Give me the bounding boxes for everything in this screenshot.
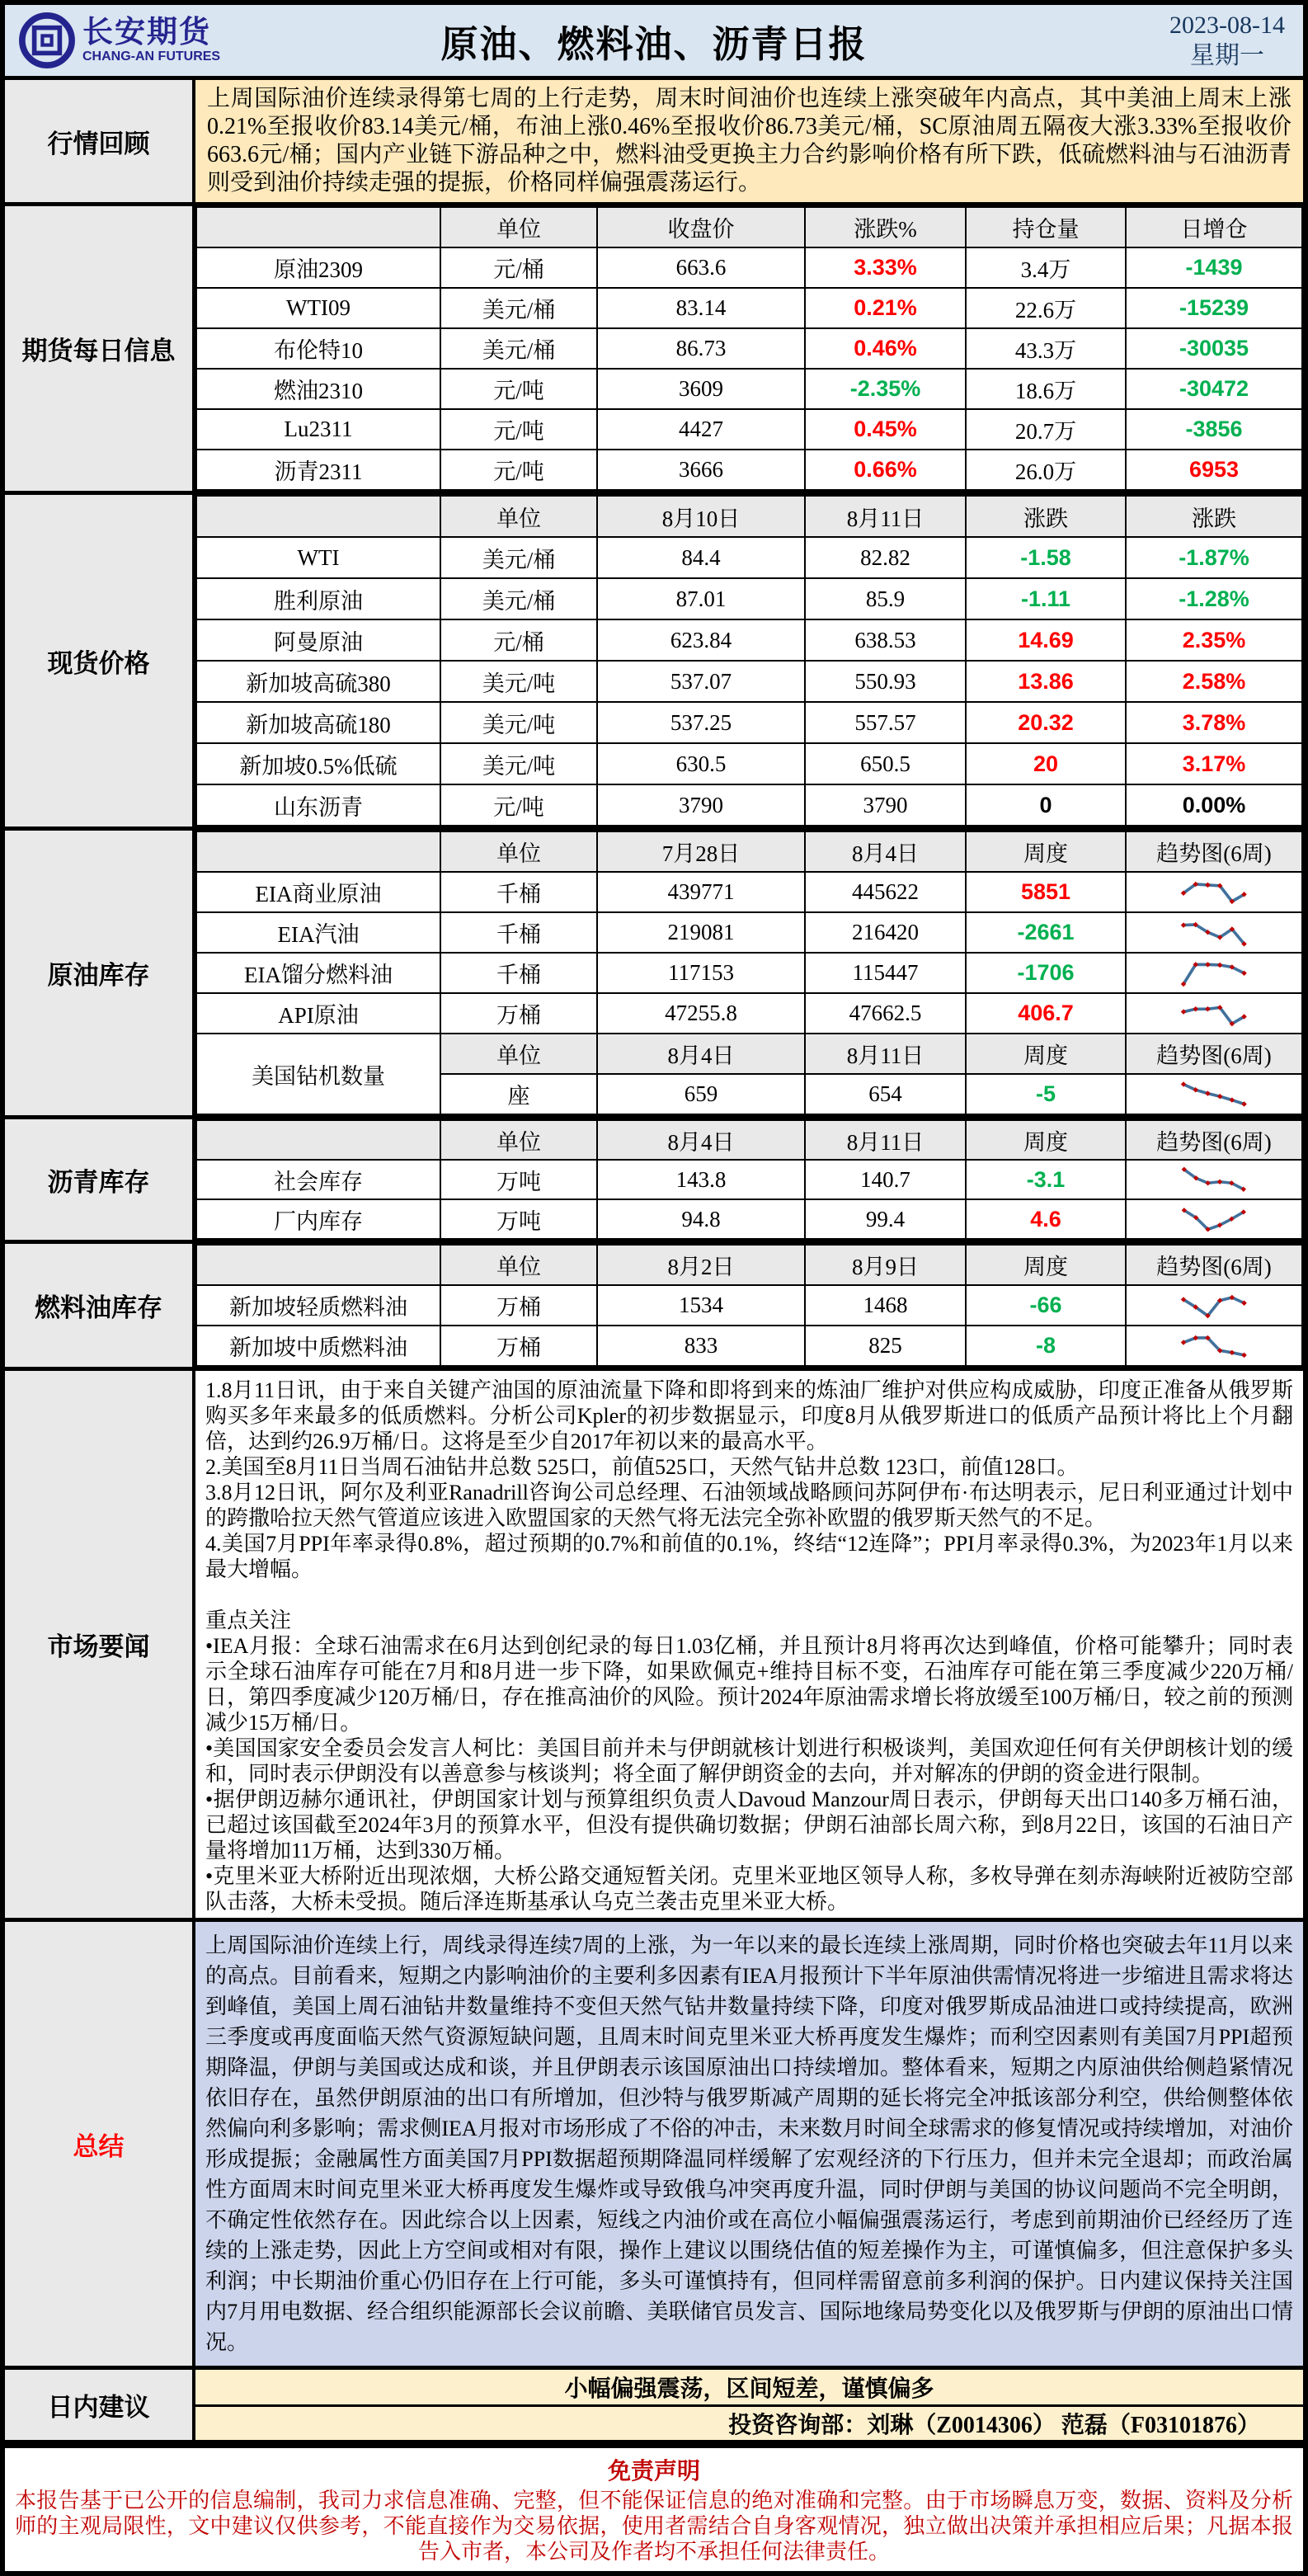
column-header: 涨跌 — [966, 496, 1126, 537]
table-cell: 26.0万 — [966, 450, 1126, 490]
table-row — [196, 1160, 1302, 1199]
table-cell: 万桶 — [440, 1326, 597, 1366]
news-content — [195, 1371, 1303, 1918]
table-cell: -2661 — [966, 912, 1126, 953]
table-cell: 20.32 — [966, 702, 1126, 743]
table-cell: 元/吨 — [440, 409, 597, 450]
news-paragraph: 重点关注 — [205, 1608, 292, 1632]
news-paragraph: 1.8月11日讯，由于来自关键产油国的原油流量下降和即将到来的炼油厂维护对供应构成威胁，印度正准备从俄罗斯购买多年来最多的低质燃料。分析公司Kpler的初步数据显示，印度8月从俄罗斯进口的低质产品预计将比上个月翻倍，达到约26.9万桶/日。这将是至少自2017年初以来的最高水平。 — [205, 1378, 1293, 1453]
table-cell: 833 — [597, 1326, 805, 1366]
table-cell: -1.28% — [1126, 578, 1302, 619]
table-cell: 3790 — [805, 784, 966, 826]
table-cell: -8 — [966, 1326, 1126, 1366]
table-cell — [1126, 953, 1302, 993]
table-cell: 元/吨 — [440, 369, 597, 409]
section-label-news: 市场要闻 — [5, 1371, 195, 1918]
data-table — [195, 831, 1303, 1115]
table-cell — [1126, 872, 1302, 912]
table-cell: 83.14 — [597, 288, 805, 328]
table-cell: 8月4日 — [597, 1034, 805, 1074]
column-header: 8月4日 — [805, 831, 966, 872]
table-row — [196, 1285, 1302, 1326]
table-row — [196, 872, 1302, 912]
table-cell: 216420 — [805, 912, 966, 953]
table-cell: -30472 — [1126, 369, 1302, 409]
table-cell: 0.00% — [1126, 784, 1302, 826]
column-header: 单位 — [440, 831, 597, 872]
table-cell: API原油 — [196, 993, 440, 1034]
table-cell: 1468 — [805, 1285, 966, 1326]
table-cell: 厂内库存 — [196, 1199, 440, 1239]
news-paragraph: 4.美国7月PPI年率录得0.8%，超过预期的0.7%和前值的0.1%，终结“12连降”；PPI月率录得0.3%，为2023年1月以来最大增幅。 — [205, 1532, 1293, 1581]
table-cell: 千桶 — [440, 912, 597, 953]
table-cell: 0.46% — [805, 328, 966, 369]
table-cell: EIA商业原油 — [196, 872, 440, 912]
table-row — [196, 953, 1302, 993]
table-cell: 新加坡高硫180 — [196, 702, 440, 743]
table-cell: 22.6万 — [966, 288, 1126, 328]
table-cell: 单位 — [440, 1034, 597, 1074]
table-cell: 新加坡轻质燃料油 — [196, 1285, 440, 1326]
table-cell — [1126, 1326, 1302, 1366]
table-row — [196, 702, 1302, 743]
table-cell: 18.6万 — [966, 369, 1126, 409]
table-cell: -1706 — [966, 953, 1126, 993]
table-cell: -1.58 — [966, 537, 1126, 578]
table-cell: 元/桶 — [440, 619, 597, 661]
section-market-news — [5, 1371, 1303, 1922]
news-paragraph: •美国国家安全委员会发言人柯比：美国目前并未与伊朗就核计划进行积极谈判，美国欢迎任何有关伊朗核计划的缓和，同时表示伊朗没有以善意参与核谈判；将全面了解伊朗资金的去向，并对解冻的伊朗的资金进行限制。 — [205, 1736, 1293, 1786]
table-cell: 万吨 — [440, 1199, 597, 1239]
table-cell: 美元/桶 — [440, 537, 597, 578]
table-cell: -15239 — [1126, 288, 1302, 328]
advice-content — [195, 2370, 1303, 2440]
table-cell: 630.5 — [597, 743, 805, 784]
table-cell: 美元/桶 — [440, 328, 597, 369]
section-futures-daily — [5, 206, 1303, 495]
table-cell: 8月11日 — [805, 1034, 966, 1074]
table-cell: 原油2309 — [196, 247, 440, 288]
table-row — [196, 1034, 1302, 1074]
table-cell: 0.21% — [805, 288, 966, 328]
table-row — [196, 578, 1302, 619]
table-cell: 元/桶 — [440, 247, 597, 288]
column-header: 收盘价 — [597, 207, 805, 247]
review-content — [195, 80, 1303, 202]
table-cell: 美元/桶 — [440, 288, 597, 328]
data-table — [195, 206, 1303, 491]
trend-sparkline-chart — [1138, 875, 1290, 908]
table-cell: -1.11 — [966, 578, 1126, 619]
column-header: 8月10日 — [597, 496, 805, 537]
sparkline-marker — [1181, 923, 1186, 928]
table-cell: -3856 — [1126, 409, 1302, 450]
column-header: 8月2日 — [597, 1245, 805, 1285]
advice-line: 小幅偏强震荡，区间短差，谨慎偏多 — [195, 2370, 1303, 2407]
column-header: 涨跌% — [805, 207, 966, 247]
table-cell: 燃油2310 — [196, 369, 440, 409]
table-cell: 82.82 — [805, 537, 966, 578]
table-cell: 社会库存 — [196, 1160, 440, 1199]
table-cell: 623.84 — [597, 619, 805, 661]
table-cell: 14.69 — [966, 619, 1126, 661]
table-cell: 219081 — [597, 912, 805, 953]
trend-sparkline-chart — [1138, 996, 1290, 1029]
table-cell: 654 — [805, 1074, 966, 1114]
table-cell: 47255.8 — [597, 993, 805, 1034]
crude-inv-table-wrap — [195, 831, 1303, 1115]
summary-content — [195, 1922, 1303, 2366]
column-header: 周度 — [966, 1120, 1126, 1160]
column-header: 8月9日 — [805, 1245, 966, 1285]
table-row — [196, 1326, 1302, 1366]
data-table — [195, 495, 1303, 826]
section-label-review: 行情回顾 — [5, 80, 195, 202]
table-cell: 0.66% — [805, 450, 966, 490]
table-cell: EIA汽油 — [196, 912, 440, 953]
column-header: 7月28日 — [597, 831, 805, 872]
data-table — [195, 1119, 1303, 1240]
logo-text — [82, 17, 220, 64]
table-header-row — [196, 207, 1302, 247]
table-row — [196, 247, 1302, 288]
table-cell: 99.4 — [805, 1199, 966, 1239]
table-cell: 650.5 — [805, 743, 966, 784]
table-row — [196, 450, 1302, 490]
table-cell: -1.87% — [1126, 537, 1302, 578]
column-header: 趋势图(6周) — [1126, 831, 1302, 872]
table-cell: 537.07 — [597, 661, 805, 702]
table-cell: 825 — [805, 1326, 966, 1366]
section-label-futures: 期货每日信息 — [5, 206, 195, 491]
table-cell: 439771 — [597, 872, 805, 912]
table-cell — [1126, 912, 1302, 953]
table-cell: 43.3万 — [966, 328, 1126, 369]
table-cell: -30035 — [1126, 328, 1302, 369]
table-cell: 趋势图(6周) — [1126, 1034, 1302, 1074]
column-header: 8月11日 — [805, 1120, 966, 1160]
table-cell: 新加坡0.5%低硫 — [196, 743, 440, 784]
table-cell: WTI09 — [196, 288, 440, 328]
table-cell: 美元/吨 — [440, 743, 597, 784]
column-header — [196, 496, 440, 537]
data-table — [195, 1244, 1303, 1367]
table-cell: 2.35% — [1126, 619, 1302, 661]
table-header-row — [196, 831, 1302, 872]
table-row — [196, 743, 1302, 784]
changan-futures-logo-icon — [18, 12, 76, 69]
section-label-fuel-inv: 燃料油库存 — [5, 1244, 195, 1367]
table-cell: 万桶 — [440, 1285, 597, 1326]
weekday-value: 星期一 — [1190, 42, 1264, 69]
column-header: 8月11日 — [805, 496, 966, 537]
table-cell: 3.4万 — [966, 247, 1126, 288]
table-row — [196, 1199, 1302, 1239]
section-summary — [5, 1922, 1303, 2370]
table-cell: 140.7 — [805, 1160, 966, 1199]
table-cell: 87.01 — [597, 578, 805, 619]
table-cell: 94.8 — [597, 1199, 805, 1239]
table-cell: 638.53 — [805, 619, 966, 661]
report-header — [5, 5, 1303, 80]
table-header-row — [196, 1245, 1302, 1285]
sparkline-marker — [1205, 962, 1210, 967]
table-row — [196, 409, 1302, 450]
table-cell: 新加坡中质燃料油 — [196, 1326, 440, 1366]
column-header: 单位 — [440, 207, 597, 247]
table-cell: 美元/桶 — [440, 578, 597, 619]
section-label-crude-inv: 原油库存 — [5, 831, 195, 1115]
section-spot-price — [5, 495, 1303, 831]
futures-table-wrap — [195, 206, 1303, 491]
table-cell: 143.8 — [597, 1160, 805, 1199]
table-cell: 4.6 — [966, 1199, 1126, 1239]
trend-sparkline-chart — [1138, 1163, 1290, 1196]
column-header: 8月4日 — [597, 1120, 805, 1160]
table-cell — [1126, 1160, 1302, 1199]
table-cell: -5 — [966, 1074, 1126, 1114]
table-cell: 山东沥青 — [196, 784, 440, 826]
review-paragraph: 上周国际油价连续录得第七周的上行走势，周末时间油价也连续上涨突破年内高点，其中美油上周末上涨0.21%至报收价83.14美元/桶，布油上涨0.46%至报收价86.73美元/桶，SC原油周五隔夜大涨3.33%至报收价663.6元/桶；国内产业链下游品种之中，燃料油受更换主力合约影响价格有所下跌，低硫燃料油与石油沥青则受到油价持续走强的提振，价格同样偏强震荡运行。 — [207, 86, 1292, 195]
logo-name-en: CHANG-AN FUTURES — [82, 49, 221, 64]
table-row — [196, 619, 1302, 661]
table-cell: 85.9 — [805, 578, 966, 619]
table-cell — [1126, 1074, 1302, 1114]
table-cell: 千桶 — [440, 872, 597, 912]
table-cell: 千桶 — [440, 953, 597, 993]
table-cell: 美元/吨 — [440, 661, 597, 702]
table-cell: 美元/吨 — [440, 702, 597, 743]
section-bitumen-inventory — [5, 1119, 1303, 1244]
table-cell: -2.35% — [805, 369, 966, 409]
disclaimer — [5, 2444, 1303, 2571]
table-cell: 47662.5 — [805, 993, 966, 1034]
trend-sparkline-chart — [1138, 956, 1290, 989]
table-cell: 3.17% — [1126, 743, 1302, 784]
column-header — [196, 831, 440, 872]
column-header: 日增仓 — [1126, 207, 1302, 247]
trend-sparkline-chart — [1138, 1077, 1290, 1110]
section-advice — [5, 2370, 1303, 2444]
page-title: 原油、燃料油、沥青日报 — [440, 22, 868, 65]
table-cell: 445622 — [805, 872, 966, 912]
blank-line — [205, 1582, 1293, 1608]
table-cell: -66 — [966, 1285, 1126, 1326]
table-cell: 659 — [597, 1074, 805, 1114]
news-paragraph: •据伊朗迈赫尔通讯社，伊朗国家计划与预算组织负责人Davoud Manzour周日表示，伊朗每天出口140多万桶石油，已超过该国截至2024年3月的预算水平，但没有提供确切数据；伊朗石油部长周六称，到8月22日，该国的石油日产量将增加11万桶，达到330万桶。 — [205, 1787, 1293, 1863]
report-date — [1169, 10, 1303, 71]
sparkline-marker — [1205, 1006, 1210, 1011]
table-cell: 663.6 — [597, 247, 805, 288]
table-row — [196, 993, 1302, 1034]
table-cell: 元/吨 — [440, 450, 597, 490]
table-cell: 美国钻机数量 — [196, 1034, 440, 1114]
table-row — [196, 784, 1302, 826]
date-value: 2023-08-14 — [1169, 12, 1285, 39]
table-cell: 3609 — [597, 369, 805, 409]
table-cell: Lu2311 — [196, 409, 440, 450]
trend-sparkline-chart — [1138, 1288, 1290, 1321]
section-label-spot: 现货价格 — [5, 495, 195, 826]
table-cell: 4427 — [597, 409, 805, 450]
table-cell: 117153 — [597, 953, 805, 993]
table-row — [196, 912, 1302, 953]
column-header: 单位 — [440, 1245, 597, 1285]
sparkline-marker — [1217, 963, 1222, 968]
table-cell: 0.45% — [805, 409, 966, 450]
column-header: 持仓量 — [966, 207, 1126, 247]
disclaimer-title: 免责声明 — [607, 2459, 700, 2484]
disclaimer-text: 本报告基于已公开的信息编制，我司力求信息准确、完整，但不能保证信息的绝对准确和完整。由于市场瞬息万变，数据、资料及分析师的主观局限性，文中建议仅供参考，不能直接作为交易依据，使用者需结合自身客观情况，独立做出决策并承担相应后果；凡据本报告入市者，本公司及作者均不承担任何法律责任。 — [15, 2489, 1293, 2564]
column-header: 涨跌 — [1126, 496, 1302, 537]
table-cell: 406.7 — [966, 993, 1126, 1034]
column-header — [196, 1120, 440, 1160]
table-cell: 万吨 — [440, 1160, 597, 1199]
advisory-team-line: 投资咨询部：刘琳（Z0014306） 范磊（F03101876） — [195, 2407, 1303, 2440]
section-crude-inventory — [5, 831, 1303, 1119]
table-cell: 115447 — [805, 953, 966, 993]
table-cell: 537.25 — [597, 702, 805, 743]
table-cell: 5851 — [966, 872, 1126, 912]
column-header: 趋势图(6周) — [1126, 1120, 1302, 1160]
table-cell: 3.33% — [805, 247, 966, 288]
news-paragraph: 2.美国至8月11日当周石油钻井总数 525口，前值525口，天然气钻井总数 123口，前值128口。 — [205, 1455, 1079, 1479]
table-cell — [1126, 993, 1302, 1034]
table-cell: 557.57 — [805, 702, 966, 743]
table-cell: 0 — [966, 784, 1126, 826]
bitumen-inv-table-wrap — [195, 1119, 1303, 1240]
table-cell: EIA馏分燃料油 — [196, 953, 440, 993]
table-row — [196, 288, 1302, 328]
column-header — [196, 207, 440, 247]
trend-sparkline-chart — [1138, 1203, 1290, 1236]
table-cell: 13.86 — [966, 661, 1126, 702]
table-cell: 2.58% — [1126, 661, 1302, 702]
table-cell: 20.7万 — [966, 409, 1126, 450]
table-cell: 3666 — [597, 450, 805, 490]
table-cell: 3790 — [597, 784, 805, 826]
table-row — [196, 328, 1302, 369]
table-row — [196, 537, 1302, 578]
table-cell: 万桶 — [440, 993, 597, 1034]
column-header: 周度 — [966, 1245, 1126, 1285]
news-paragraph: •IEA月报：全球石油需求在6月达到创纪录的每日1.03亿桶，并且预计8月将再次达到峰值，价格可能攀升；同时表示全球石油库存可能在7月和8月进一步下降，如果欧佩克+维持目标不变，石油库存可能在第三季度减少220万桶/日，第四季度减少120万桶/日，存在推高油价的风险。预计2024年原油需求增长将放缓至100万桶/日，较之前的预测减少15万桶/日。 — [205, 1634, 1293, 1735]
table-cell: 座 — [440, 1074, 597, 1114]
table-cell: 84.4 — [597, 537, 805, 578]
table-cell — [1126, 1285, 1302, 1326]
section-review — [5, 80, 1303, 206]
table-header-row — [196, 1120, 1302, 1160]
trend-sparkline-chart — [1138, 916, 1290, 949]
table-header-row — [196, 496, 1302, 537]
column-header: 趋势图(6周) — [1126, 1245, 1302, 1285]
table-cell: 沥青2311 — [196, 450, 440, 490]
table-cell: 新加坡高硫380 — [196, 661, 440, 702]
table-row — [196, 369, 1302, 409]
column-header — [196, 1245, 440, 1285]
news-paragraph: 3.8月12日讯，阿尔及利亚Ranadrill咨询公司总经理、石油领域战略顾问苏阿伊布·布达明表示，尼日利亚通过计划中的跨撒哈拉天然气管道应该进入欧盟国家的天然气将无法完全弥补欧盟的俄罗斯天然气的不足。 — [205, 1481, 1293, 1530]
company-logo — [5, 12, 220, 69]
section-label-bitumen-inv: 沥青库存 — [5, 1119, 195, 1240]
table-cell: 3.78% — [1126, 702, 1302, 743]
table-cell: 阿曼原油 — [196, 619, 440, 661]
column-header: 周度 — [966, 831, 1126, 872]
table-cell: 6953 — [1126, 450, 1302, 490]
table-row — [196, 661, 1302, 702]
table-cell: 周度 — [966, 1034, 1126, 1074]
table-cell: 布伦特10 — [196, 328, 440, 369]
section-label-summary: 总结 — [5, 1922, 195, 2366]
news-paragraph: •克里米亚大桥附近出现浓烟，大桥公路交通短暂关闭。克里米亚地区领导人称，多枚导弹在刻赤海峡附近被防空部队击落，大桥未受损。随后泽连斯基承认乌克兰袭击克里米亚大桥。 — [205, 1864, 1293, 1914]
table-cell: 1534 — [597, 1285, 805, 1326]
table-cell: 20 — [966, 743, 1126, 784]
logo-name-cn: 长安期货 — [82, 16, 211, 49]
fuel-inv-table-wrap — [195, 1244, 1303, 1367]
table-cell: -3.1 — [966, 1160, 1126, 1199]
trend-sparkline-chart — [1138, 1329, 1290, 1362]
sparkline-marker — [1205, 883, 1210, 888]
spot-table-wrap — [195, 495, 1303, 826]
section-fuel-inventory — [5, 1244, 1303, 1371]
summary-paragraph: 上周国际油价连续上行，周线录得连续7周的上涨，为一年以来的最长连续上涨周期，同时价格也突破去年11月以来的高点。目前看来，短期之内影响油价的主要利多因素有IEA月报预计下半年原油供需情况将进一步缩进且需求将达到峰值，美国上周石油钻井数量维持不变但天然气钻井数量持续下降，印度对俄罗斯成品油进口或持续提高，欧洲三季度或再度面临天然气资源短缺问题，且周末时间克里米亚大桥再度发生爆炸；而利空因素则有美国7月PPI超预期降温，伊朗与美国或达成和谈，并且伊朗表示该国原油出口持续增加。整体看来，短期之内原油供给侧趋紧情况依旧存在，虽然伊朗原油的出口有所增加，但沙特与俄罗斯减产周期的延长将完全冲抵该部分利空，供给侧整体依然偏向利多影响；需求侧IEA月报对市场形成了不俗的冲击，未来数月时间全球需求的修复情况或持续增加，对油价形成提振；金融属性方面美国7月PPI数据超预期降温同样缓解了宏观经济的下行压力，但并未完全退却；而政治属性方面周末时间克里米亚大桥再度发生爆炸或导致俄乌冲突再度升温，同时伊朗与美国的协议问题尚不完全明朗，不确定性依然存在。因此综合以上因素，短线之内油价或在高位小幅偏强震荡运行，考虑到前期油价已经经历了连续的上涨走势，因此上方空间或相对有限，操作上建议以围绕估值的短差操作为主，可谨慎偏多，但注意保护多头利润；中长期油价重心仍旧存在上行可能，多头可谨慎持有，但同样需留意前多利润的保护。日内建议保持关注国内7月用电数据、经合组织能源部长会议前瞻、美联储官员发言、国际地缘局势变化以及俄罗斯与伊朗的原油出口情况。 — [205, 1933, 1293, 2354]
table-cell: 550.93 — [805, 661, 966, 702]
table-cell: 元/吨 — [440, 784, 597, 826]
table-cell: -1439 — [1126, 247, 1302, 288]
column-header: 单位 — [440, 1120, 597, 1160]
table-cell — [1126, 1199, 1302, 1239]
sparkline-marker — [1217, 1180, 1222, 1184]
table-cell: WTI — [196, 537, 440, 578]
table-cell: 86.73 — [597, 328, 805, 369]
table-cell: 胜利原油 — [196, 578, 440, 619]
section-label-advice: 日内建议 — [5, 2370, 195, 2440]
column-header: 单位 — [440, 496, 597, 537]
